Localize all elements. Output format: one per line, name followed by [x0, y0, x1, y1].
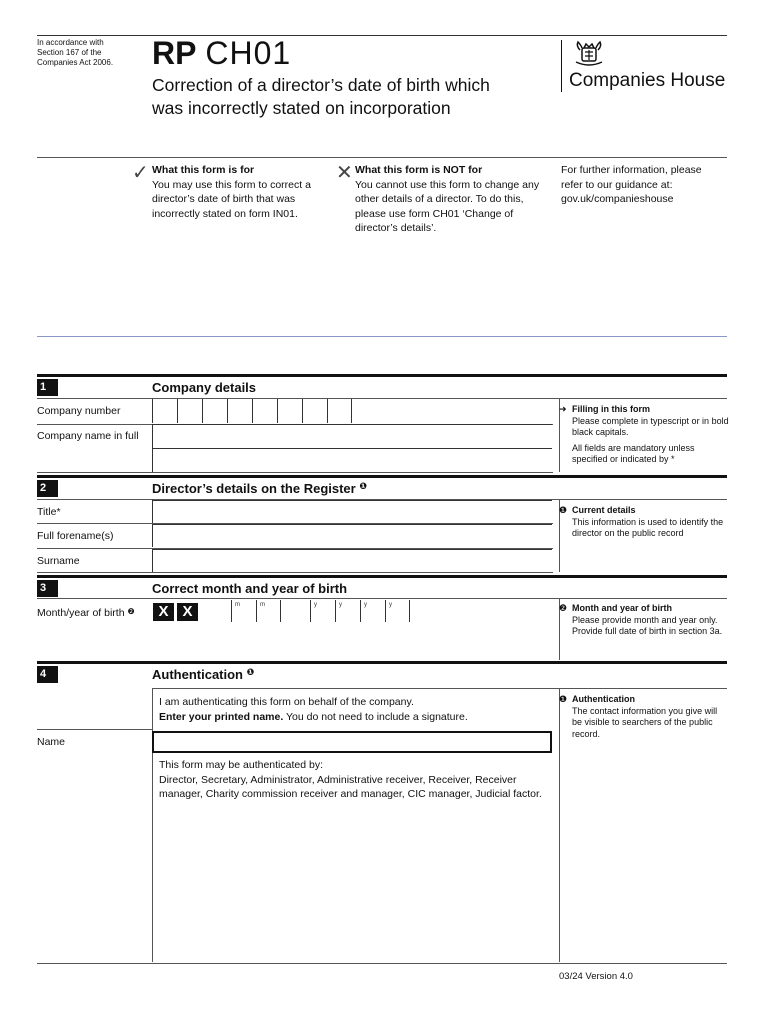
- section-title-text: Director’s details on the Register: [152, 481, 356, 496]
- brand-name: Companies House: [569, 70, 726, 91]
- surname-label: Surname: [37, 555, 80, 567]
- auth-who: [159, 758, 554, 802]
- auth-line: I am authenticating this form on behalf of the company.: [159, 696, 414, 708]
- note-marker-icon: ❷: [127, 607, 135, 616]
- year-mark: y: [364, 602, 367, 608]
- not-for-body: You cannot use this form to change any other details of a director. To do this, please use form CH01 ‘Change of director’s details’.: [355, 178, 540, 234]
- is-for-heading: What this form is for: [152, 164, 255, 176]
- auth-rest: You do not need to include a signature.: [283, 710, 468, 723]
- auth-line: [159, 710, 554, 725]
- guide-authentication: [559, 694, 729, 740]
- section-number: 2: [37, 480, 58, 497]
- legal-intro: [37, 38, 137, 68]
- forenames-label: Full forename(s): [37, 530, 114, 542]
- intro-line: In accordance with: [37, 38, 104, 47]
- intro-line: Section 167 of the: [37, 48, 102, 57]
- guide-body: The contact information you give will be visible to searchers of the public record.: [572, 705, 718, 739]
- company-number-label: Company number: [37, 405, 121, 417]
- guide-heading: Authentication: [572, 694, 635, 704]
- is-for-body: You may use this form to correct a director’s date of birth that was incorrectly stated on form IN01.: [152, 178, 311, 220]
- check-icon: ✓: [132, 162, 149, 184]
- guide-body: This information is used to identify the director on the public record: [572, 516, 724, 538]
- company-name-label: Company name in full: [37, 430, 139, 442]
- guide-current-details: [559, 505, 729, 540]
- royal-crest-icon: [572, 40, 606, 73]
- auth-statement: [159, 695, 554, 724]
- auth-who-line: This form may be authenticated by:: [159, 759, 323, 771]
- guide-month-year: [559, 603, 729, 638]
- guide-filling-in: [559, 404, 729, 466]
- month-field[interactable]: [231, 600, 281, 622]
- name-label: Name: [37, 736, 66, 748]
- form-code: [152, 36, 291, 70]
- version-label: 03/24 Version 4.0: [559, 971, 633, 982]
- section-title: Correct month and year of birth: [152, 581, 348, 596]
- company-name-field[interactable]: [152, 424, 552, 448]
- cross-icon: ✕: [336, 162, 353, 184]
- month-mark: m: [235, 602, 240, 608]
- day-mask: X: [153, 603, 174, 621]
- title-label: Title*: [37, 506, 61, 518]
- section-number: 1: [37, 379, 58, 396]
- section-title: Company details: [152, 380, 257, 395]
- section-number: 3: [37, 580, 58, 597]
- year-field[interactable]: [310, 600, 410, 622]
- arrow-right-icon: ➜: [559, 404, 567, 414]
- note-marker-icon: ❶: [359, 481, 367, 491]
- auth-who-line: Director, Secretary, Administrator, Administrative receiver, Receiver, Receiver manager, Charity commission receiver and manager, CIC manager, Judicial factor.: [159, 773, 542, 800]
- guide-heading: Current details: [572, 505, 636, 515]
- form-title-line: Correction of a director’s date of birth which: [152, 75, 490, 95]
- name-field[interactable]: [152, 731, 552, 753]
- form-code-bold: RP: [152, 35, 197, 71]
- dob-label-text: Month/year of birth: [37, 607, 125, 619]
- info-2-icon: ❷: [559, 603, 568, 613]
- company-name-field-2[interactable]: [152, 448, 552, 472]
- guide-heading: Filling in this form: [572, 404, 650, 414]
- company-number-field[interactable]: [152, 399, 352, 423]
- month-mark: m: [260, 602, 265, 608]
- year-mark: y: [314, 602, 317, 608]
- form-is-for: [152, 163, 320, 221]
- form-title-line: was incorrectly stated on incorporation: [152, 98, 451, 118]
- surname-field[interactable]: [152, 549, 552, 572]
- dob-label: [37, 607, 135, 619]
- form-not-for: [355, 163, 540, 236]
- forenames-field[interactable]: [152, 524, 552, 547]
- year-mark: y: [389, 602, 392, 608]
- further-info: For further information, please refer to our guidance at: gov.uk/companieshouse: [561, 164, 702, 205]
- info-1-icon: ❶: [559, 505, 568, 515]
- guide-body: All fields are mandatory unless specified or indicated by *: [572, 442, 695, 464]
- intro-line: Companies Act 2006.: [37, 58, 114, 67]
- auth-bold: Enter your printed name.: [159, 710, 284, 723]
- title-field[interactable]: [152, 500, 552, 523]
- info-1-icon: ❶: [559, 694, 568, 704]
- not-for-heading: What this form is NOT for: [355, 164, 483, 176]
- note-marker-icon: ❶: [246, 667, 255, 677]
- section-title-text: Authentication: [152, 667, 243, 682]
- guide-body: Please complete in typescript or in bold black capitals.: [572, 415, 729, 437]
- day-mask: X: [177, 603, 198, 621]
- section-number: 4: [37, 666, 58, 683]
- section-title: [152, 667, 254, 682]
- guide-heading: Month and year of birth: [572, 603, 672, 613]
- form-title: [152, 74, 542, 120]
- guide-body: Please provide month and year only. Provide full date of birth in section 3a.: [572, 614, 723, 636]
- year-mark: y: [339, 602, 342, 608]
- form-code-light: CH01: [205, 35, 292, 71]
- section-title: [152, 481, 367, 496]
